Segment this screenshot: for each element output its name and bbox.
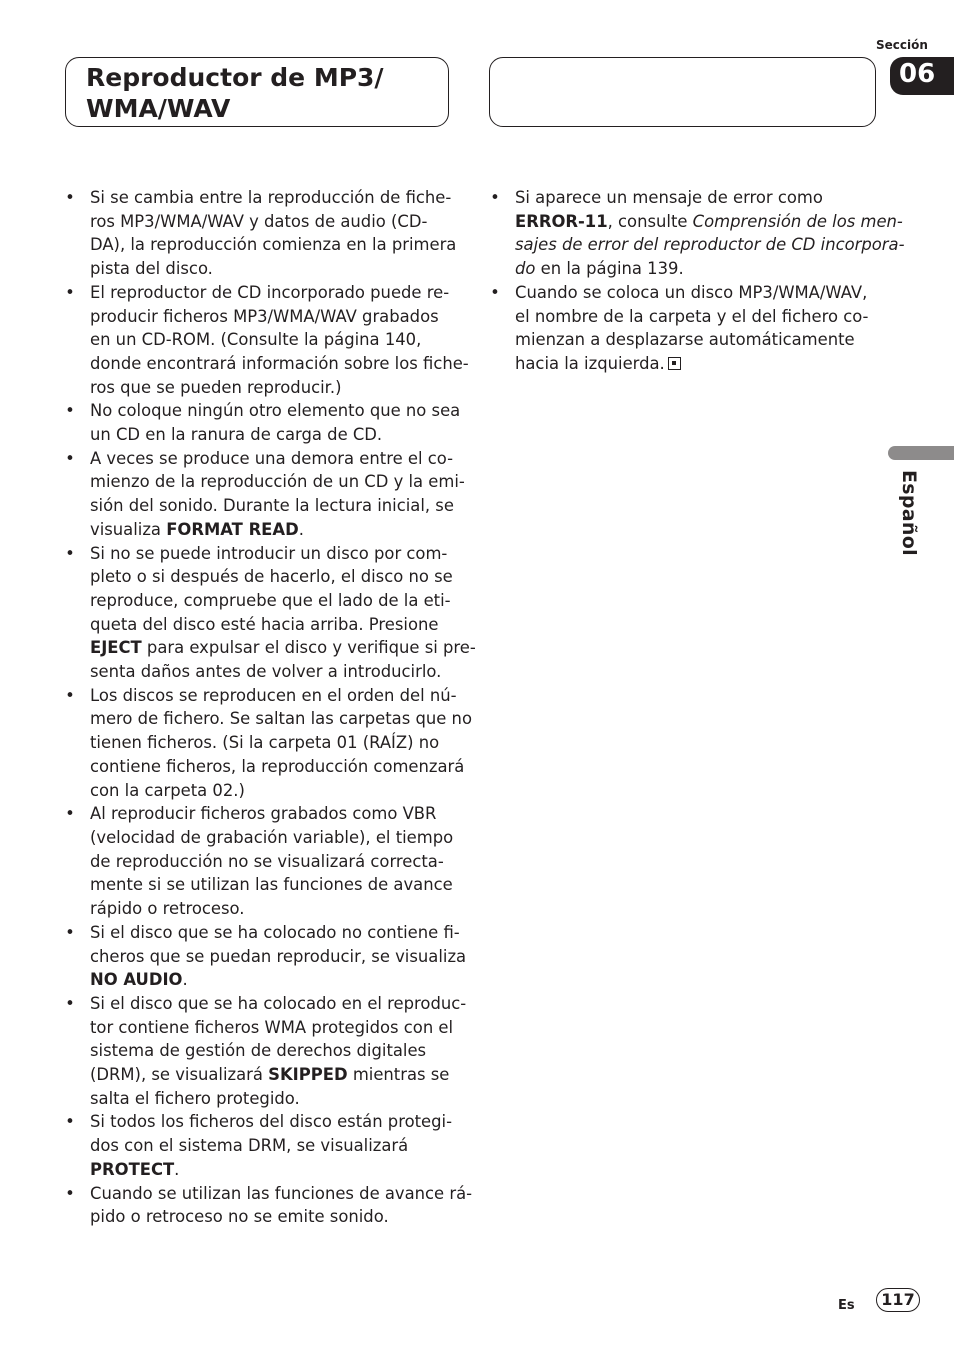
text-line: cheros que se puedan reproducir, se visualiza — [90, 946, 467, 966]
text-line — [515, 210, 903, 234]
text-line: de reproducción no se visualizará correcta- — [90, 851, 444, 871]
display-message-skipped: SKIPPED — [268, 1065, 348, 1085]
text-span: . — [298, 519, 304, 539]
bullet-icon: • — [65, 922, 75, 942]
text-line: Si no se puede introducir un disco por com- — [90, 543, 448, 563]
text-span: . — [174, 1159, 180, 1179]
list-item — [64, 802, 454, 921]
text-line: No coloque ningún otro elemento que no sea — [90, 401, 461, 421]
text-line: rápido o retroceso. — [90, 899, 245, 919]
display-message-error: ERROR-11 — [515, 211, 608, 231]
text-line: DA), la reproducción comienza en la primera — [90, 235, 457, 255]
text-span: , consulte — [607, 211, 693, 231]
bullet-icon: • — [490, 282, 500, 302]
text-line: Cuando se utilizan las funciones de avance rá- — [90, 1183, 473, 1203]
text-line: ros que se pueden reproducir.) — [90, 377, 342, 397]
text-span: (DRM), se visualizará — [90, 1065, 269, 1085]
title-line-1: Reproductor de MP3/ — [86, 63, 384, 92]
text-line: A veces se produce una demora entre el co- — [90, 448, 453, 468]
text-line: donde encontrará información sobre los fiche- — [90, 353, 469, 373]
page-title — [86, 62, 384, 124]
text-line: sistema de gestión de derechos digitales — [90, 1041, 427, 1061]
text-line — [90, 968, 454, 992]
text-line: el nombre de la carpeta y el del fichero co- — [515, 306, 869, 326]
display-message-protect: PROTECT — [90, 1159, 175, 1179]
text-line: Al reproducir ficheros grabados como VBR — [90, 804, 437, 824]
bullet-icon: • — [65, 993, 75, 1013]
language-bar — [888, 446, 954, 460]
footer-language-code: Es — [838, 1298, 855, 1313]
page-number: 117 — [876, 1288, 920, 1312]
text-line: un CD en la ranura de carga de CD. — [90, 425, 383, 445]
list-item — [64, 921, 467, 992]
text-line: dos con el sistema DRM, se visualizará — [90, 1136, 409, 1156]
section-number: 06 — [899, 59, 936, 89]
text-span: para expulsar el disco y verifique si pre- — [141, 638, 476, 658]
text-span: . — [182, 970, 188, 990]
text-line: pista del disco. — [90, 259, 213, 279]
text-span: hacia la izquierda. — [515, 353, 665, 373]
cross-reference: sajes de error del reproductor de CD incorpora- — [515, 235, 905, 255]
stop-square-icon — [668, 357, 681, 370]
text-line: salta el fichero protegido. — [90, 1088, 300, 1108]
section-tab — [890, 57, 954, 95]
text-line — [90, 636, 476, 660]
text-line — [90, 1158, 454, 1182]
text-line: senta daños antes de volver a introducirlo. — [90, 662, 442, 682]
text-line: con la carpeta 02.) — [90, 780, 245, 800]
text-line: Si aparece un mensaje de error como — [515, 188, 823, 207]
text-line: contiene ficheros, la reproducción comenzará — [90, 756, 465, 776]
text-line: Los discos se reproducen en el orden del nú- — [90, 685, 457, 705]
text-line — [515, 352, 884, 376]
text-line: El reproductor de CD incorporado puede re- — [90, 282, 450, 302]
list-item — [64, 542, 476, 684]
text-line — [90, 518, 454, 542]
text-line: pleto o si después de hacerlo, el disco no se — [90, 567, 453, 587]
text-span: en la página 139. — [535, 259, 684, 279]
eject-button-name: EJECT — [90, 638, 142, 658]
list-item — [64, 1182, 473, 1229]
list-item — [64, 281, 469, 400]
text-line: pido o retroceso no se emite sonido. — [90, 1207, 389, 1227]
text-line: en un CD-ROM. (Consulte la página 140, — [90, 330, 422, 350]
text-line: (velocidad de grabación variable), el tiempo — [90, 827, 454, 847]
list-item — [489, 281, 884, 376]
display-message-format-read: FORMAT READ — [166, 519, 299, 539]
bullet-icon: • — [65, 804, 75, 824]
text-line — [515, 257, 884, 281]
bullet-icon: • — [65, 188, 75, 207]
text-span: mientras se — [347, 1065, 450, 1085]
text-line: producir ficheros MP3/WMA/WAV grabados — [90, 306, 439, 326]
title-line-2: WMA/WAV — [86, 94, 231, 123]
cross-reference: Comprensión de los men- — [692, 211, 903, 231]
left-column-list — [64, 186, 476, 1229]
bullet-icon: • — [65, 543, 75, 563]
bullet-icon: • — [65, 282, 75, 302]
list-item — [64, 1110, 454, 1181]
list-item — [64, 186, 457, 281]
text-line: mente si se utilizan las funciones de avance — [90, 875, 453, 895]
list-item — [64, 447, 465, 542]
text-line: tienen ficheros. (Si la carpeta 01 (RAÍZ) no — [90, 733, 440, 753]
bullet-icon: • — [65, 685, 75, 705]
text-line: mienzan a desplazarse automáticamente — [515, 330, 855, 350]
text-line: mero de fichero. Se saltan las carpetas que no — [90, 709, 472, 729]
text-line: queta del disco esté hacia arriba. Presione — [90, 614, 439, 634]
text-line — [90, 1063, 454, 1087]
list-item — [64, 684, 472, 803]
cross-reference: do — [515, 259, 536, 279]
text-line: ros MP3/WMA/WAV y datos de audio (CD- — [90, 211, 428, 231]
text-line: mienzo de la reproducción de un CD y la emi- — [90, 472, 465, 492]
bullet-icon: • — [65, 1112, 75, 1132]
text-line: Cuando se coloca un disco MP3/WMA/WAV, — [515, 282, 868, 302]
text-line: Si todos los ficheros del disco están protegi- — [90, 1112, 452, 1132]
language-label: Español — [898, 470, 920, 556]
text-line: Si el disco que se ha colocado en el reproduc- — [90, 993, 467, 1013]
bullet-icon: • — [65, 1183, 75, 1203]
right-column-list — [489, 186, 905, 376]
list-item — [489, 186, 905, 281]
text-line: Si el disco que se ha colocado no contiene fi- — [90, 922, 460, 942]
text-line: Si se cambia entre la reproducción de fiche- — [90, 188, 452, 207]
section-label: Sección — [876, 38, 928, 52]
section-title-box — [65, 57, 449, 127]
bullet-icon: • — [65, 401, 75, 421]
bullet-icon: • — [65, 448, 75, 468]
text-span: visualiza — [90, 519, 167, 539]
display-message-no-audio: NO AUDIO — [90, 970, 183, 990]
list-item — [64, 399, 461, 446]
text-line: tor contiene ficheros WMA protegidos con el — [90, 1017, 454, 1037]
text-line — [515, 233, 905, 257]
text-line: sión del sonido. Durante la lectura inicial, se — [90, 496, 454, 516]
bullet-icon: • — [490, 188, 500, 207]
subtitle-box — [489, 57, 876, 127]
list-item — [64, 992, 467, 1111]
text-line: reproduce, compruebe que el lado de la eti- — [90, 590, 451, 610]
